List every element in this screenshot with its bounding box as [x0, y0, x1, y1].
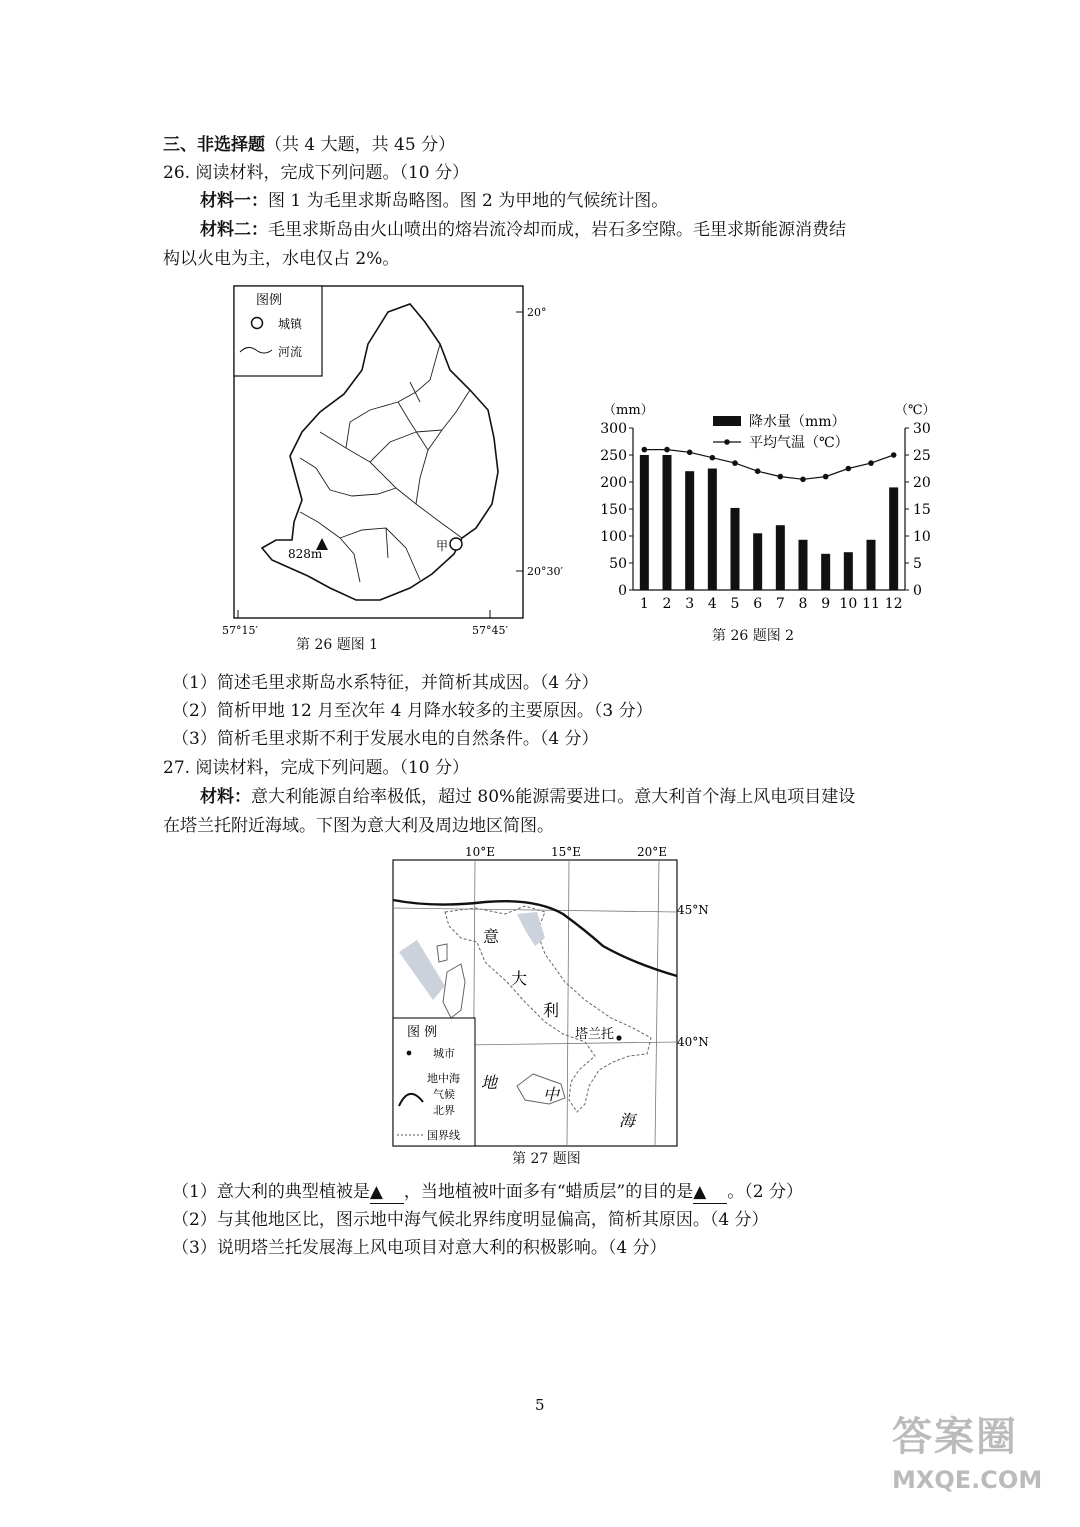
month-label: 9 [821, 596, 831, 612]
material-2-label: 材料二： [200, 220, 268, 240]
q27-question-1 [172, 1181, 803, 1204]
precip-bar [867, 540, 876, 590]
q26-question-1: （1）简述毛里求斯岛水系特征，并简析其成因。（4 分） [172, 673, 599, 693]
q27-material-label: 材料： [200, 787, 251, 807]
lon-15-label: 15°E [551, 845, 582, 859]
temperature-point [823, 474, 829, 480]
mauritius-map [220, 282, 563, 654]
watermark [892, 1405, 1052, 1515]
q27-heading: 27. 阅读材料，完成下列问题。（10 分） [163, 758, 469, 778]
month-label: 7 [775, 596, 785, 612]
precip-bar [663, 455, 672, 590]
month-label: 8 [798, 596, 808, 612]
precip-bar [821, 554, 830, 590]
legend-boundary-a: 地中海 [427, 1072, 460, 1085]
legend-bar-swatch [713, 416, 741, 426]
fig1-caption: 第 26 题图 1 [296, 637, 379, 653]
month-label: 1 [639, 596, 649, 612]
italy-map [385, 842, 715, 1148]
shaded-sea-north [517, 912, 545, 946]
material-2-text-a: 毛里求斯岛由火山喷出的熔岩流冷却而成，岩石多空隙。毛里求斯能源消费结 [268, 220, 846, 240]
fig2-caption: 第 26 题图 2 [712, 628, 795, 644]
month-label: 12 [884, 596, 903, 612]
sea-char-zhong: 中 [543, 1085, 560, 1104]
blank-mark-1: ▲ [369, 1182, 383, 1202]
temperature-point [710, 455, 716, 461]
page-number: 5 [535, 1396, 545, 1414]
left-tick-label: 100 [600, 529, 627, 545]
precip-bar [799, 540, 808, 590]
temperature-line [644, 450, 893, 480]
temperature-point [755, 468, 761, 474]
italy-legend-title: 图 例 [407, 1025, 438, 1040]
month-label: 4 [707, 596, 717, 612]
temperature-point [732, 460, 738, 466]
section-heading [163, 134, 455, 156]
legend-line-dot [724, 439, 730, 445]
italy-char-da: 大 [511, 969, 528, 988]
right-tick-label: 10 [913, 529, 931, 545]
q27-q1-part-c: 。（2 分） [727, 1182, 803, 1202]
lon-20-label: 20°E [637, 845, 668, 859]
temperature-point [778, 474, 784, 480]
sardinia-outline [443, 964, 465, 1018]
month-label: 3 [685, 596, 695, 612]
left-tick-label: 300 [600, 421, 627, 437]
city-legend-icon [407, 1051, 412, 1056]
material-2-text-b: 构以火电为主，水电仅占 2%。 [163, 249, 400, 269]
left-tick-label: 250 [600, 448, 627, 464]
lon-right-label: 57°45′ [472, 624, 508, 637]
left-tick-label: 50 [609, 556, 627, 572]
legend-boundary-c: 北界 [433, 1104, 455, 1117]
peak-label: 828m [288, 547, 323, 561]
answer-blank-1 [370, 1181, 404, 1204]
map-legend-river: 河流 [278, 345, 303, 359]
q27-question-2: （2）与其他地区比，图示地中海气候北界纬度明显偏高，简析其原因。（4 分） [172, 1210, 769, 1230]
precip-bar [685, 471, 694, 590]
right-tick-label: 20 [913, 475, 931, 491]
watermark-text-b: MXQE.COM [892, 1466, 1043, 1494]
month-label: 10 [839, 596, 858, 612]
legend-city-label: 城市 [433, 1047, 455, 1060]
precip-bar [753, 533, 762, 590]
q27-question-3: （3）说明塔兰托发展海上风电项目对意大利的积极影响。（4 分） [172, 1238, 667, 1258]
material-1-label: 材料一： [200, 191, 268, 211]
precip-bar [640, 455, 649, 590]
answer-blank-2 [693, 1181, 727, 1204]
lat-40-label: 40°N [677, 1035, 709, 1049]
q26-question-3: （3）简析毛里求斯不利于发展水电的自然条件。（4 分） [172, 729, 599, 749]
climate-chart [595, 396, 945, 616]
precip-bar [844, 552, 853, 590]
q27-material-text-a: 意大利能源自给率极低，超过 80%能源需要进口。意大利首个海上风电项目建设 [251, 787, 856, 807]
watermark-text-a: 答案圈 [892, 1414, 1018, 1460]
temperature-point [891, 452, 897, 458]
temperature-point [868, 460, 874, 466]
blank-mark-2: ▲ [693, 1182, 707, 1202]
legend-boundary-b: 气候 [433, 1088, 455, 1101]
jia-town-icon [450, 538, 462, 550]
right-tick-label: 0 [913, 583, 922, 599]
section-title: 三、非选择题 [163, 135, 265, 155]
taranto-city-dot [616, 1035, 621, 1040]
q26-material-1 [200, 190, 668, 212]
map-legend-title: 图例 [256, 293, 283, 308]
jia-label: 甲 [436, 539, 449, 553]
month-label: 6 [753, 596, 763, 612]
temperature-point [642, 447, 648, 453]
material-1-text: 图 1 为毛里求斯岛略图。图 2 为甲地的气候统计图。 [268, 191, 669, 211]
left-tick-label: 150 [600, 502, 627, 518]
shaded-sea-west [399, 940, 445, 1000]
legend-border-label: 国界线 [427, 1129, 460, 1142]
q26-question-2: （2）简析甲地 12 月至次年 4 月降水较多的主要原因。（3 分） [172, 701, 653, 721]
temperature-point [800, 477, 806, 483]
precip-bar [889, 487, 898, 590]
month-label: 2 [662, 596, 672, 612]
temperature-point [846, 466, 852, 472]
q27-material-text-b: 在塔兰托附近海域。下图为意大利及周边地区简图。 [163, 816, 554, 836]
lon-left-label: 57°15′ [222, 624, 258, 637]
month-label: 5 [730, 596, 740, 612]
sea-char-hai: 海 [619, 1111, 636, 1130]
left-tick-label: 200 [600, 475, 627, 491]
italy-char-li: 利 [543, 1001, 560, 1020]
q26-heading: 26. 阅读材料，完成下列问题。（10 分） [163, 163, 469, 183]
section-note: （共 4 大题，共 45 分） [265, 135, 456, 155]
map-legend-town: 城镇 [278, 317, 303, 331]
lat-top-label: 20° [527, 306, 547, 319]
right-tick-label: 5 [913, 556, 922, 572]
sea-char-di: 地 [481, 1073, 498, 1092]
temperature-point [687, 450, 693, 456]
right-axis-unit: （℃） [895, 403, 936, 418]
temperature-point [664, 447, 670, 453]
q27-material [200, 786, 855, 808]
precip-bar [731, 508, 740, 590]
q27-q1-part-a: （1）意大利的典型植被是 [172, 1182, 370, 1202]
left-axis-unit: （mm） [603, 403, 654, 418]
italy-char-yi: 意 [483, 927, 500, 946]
q27-fig-caption: 第 27 题图 [512, 1151, 581, 1167]
lat-bottom-label: 20°30′ [527, 565, 563, 578]
left-tick-label: 0 [618, 583, 627, 599]
legend-line-label: 平均气温（℃） [749, 435, 849, 451]
right-tick-label: 25 [913, 448, 931, 464]
precip-bar [708, 469, 717, 591]
taranto-label: 塔兰托 [575, 1027, 615, 1042]
lon-10-label: 10°E [465, 845, 496, 859]
corsica-outline [437, 944, 447, 962]
q26-material-2 [200, 219, 846, 241]
precip-bar [776, 525, 785, 590]
right-tick-label: 15 [913, 502, 931, 518]
right-tick-label: 30 [913, 421, 931, 437]
month-label: 11 [862, 596, 880, 612]
q27-q1-part-b: ，当地植被叶面多有“蜡质层”的目的是 [403, 1182, 694, 1202]
legend-bar-label: 降水量（mm） [749, 414, 846, 430]
lat-45-label: 45°N [677, 903, 709, 917]
